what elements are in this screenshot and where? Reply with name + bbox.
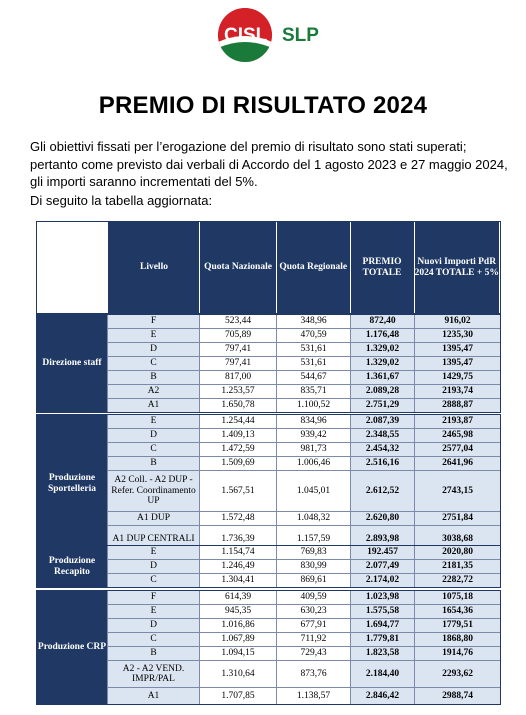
table-row bbox=[107, 511, 500, 525]
cell-livello: E bbox=[107, 329, 199, 342]
group-label: Produzione Recapito bbox=[37, 546, 107, 587]
cell-nuovi-importi: 2282,72 bbox=[414, 574, 500, 587]
table-row bbox=[107, 559, 500, 573]
cell-premio-totale: 1.329,02 bbox=[350, 343, 414, 356]
cell-nuovi-importi: 1075,18 bbox=[414, 591, 500, 604]
cell-nuovi-importi: 1868,80 bbox=[414, 633, 500, 646]
cell-livello: C bbox=[107, 443, 199, 456]
table-row bbox=[107, 370, 500, 384]
logo-slp-text: SLP bbox=[282, 25, 319, 46]
cell-livello: E bbox=[107, 415, 199, 428]
cell-quota-nazionale: 1.094,15 bbox=[199, 647, 276, 660]
cell-livello: B bbox=[107, 647, 199, 660]
cell-nuovi-importi: 2293,62 bbox=[414, 661, 500, 687]
cell-nuovi-importi: 2751,84 bbox=[414, 512, 500, 525]
cell-quota-nazionale: 1.304,41 bbox=[199, 574, 276, 587]
cell-quota-nazionale: 1.016,86 bbox=[199, 619, 276, 632]
cell-quota-regionale: 873,76 bbox=[276, 661, 350, 687]
cell-premio-totale: 1.329,02 bbox=[350, 357, 414, 370]
cell-nuovi-importi: 916,02 bbox=[414, 315, 500, 328]
header-premio-totale: PREMIO TOTALE bbox=[351, 222, 415, 313]
cell-livello: F bbox=[107, 591, 199, 604]
cell-premio-totale: 1.779,81 bbox=[350, 633, 414, 646]
cell-quota-regionale: 544,67 bbox=[276, 371, 350, 384]
cell-livello: A1 bbox=[107, 399, 199, 412]
group-label: Direzione staff bbox=[37, 315, 107, 412]
table-group bbox=[36, 414, 501, 553]
table-row bbox=[107, 428, 500, 442]
cell-nuovi-importi: 1429,75 bbox=[414, 371, 500, 384]
header-nuovi-importi: Nuovi Importi PdR 2024 TOTALE + 5% bbox=[415, 222, 501, 313]
cell-premio-totale: 1.694,77 bbox=[350, 619, 414, 632]
cell-livello: D bbox=[107, 619, 199, 632]
cell-premio-totale: 2.612,52 bbox=[350, 471, 414, 511]
cell-quota-regionale: 677,91 bbox=[276, 619, 350, 632]
cell-quota-regionale: 939,42 bbox=[276, 429, 350, 442]
cell-premio-totale: 1.575,58 bbox=[350, 605, 414, 618]
cell-premio-totale: 192.457 bbox=[350, 546, 414, 559]
group-label: Produzione CRP bbox=[37, 591, 107, 704]
cell-livello: C bbox=[107, 633, 199, 646]
cell-quota-nazionale: 1.067,89 bbox=[199, 633, 276, 646]
table-row bbox=[107, 646, 500, 660]
cell-premio-totale: 2.089,28 bbox=[350, 385, 414, 398]
cell-quota-nazionale: 1.736,39 bbox=[199, 526, 276, 552]
cell-quota-regionale: 1.006,46 bbox=[276, 457, 350, 470]
table-row bbox=[107, 356, 500, 370]
table-row bbox=[107, 660, 500, 687]
cell-premio-totale: 1.176,48 bbox=[350, 329, 414, 342]
table-row bbox=[107, 687, 500, 704]
cell-quota-regionale: 869,61 bbox=[276, 574, 350, 587]
header-livello: Livello bbox=[109, 222, 200, 313]
cell-quota-nazionale: 1.707,85 bbox=[199, 688, 276, 704]
cell-nuovi-importi: 2465,98 bbox=[414, 429, 500, 442]
cell-premio-totale: 1.361,67 bbox=[350, 371, 414, 384]
cell-quota-regionale: 1.045,01 bbox=[276, 471, 350, 511]
cell-nuovi-importi: 2641,96 bbox=[414, 457, 500, 470]
group-label: Produzione Sportelleria bbox=[37, 415, 107, 552]
cell-quota-regionale: 1.100,52 bbox=[276, 399, 350, 412]
cell-nuovi-importi: 1779,51 bbox=[414, 619, 500, 632]
table-group bbox=[36, 590, 501, 705]
cell-quota-nazionale: 1.154,74 bbox=[199, 546, 276, 559]
table-row bbox=[107, 442, 500, 456]
table-row bbox=[107, 591, 500, 604]
table-header bbox=[36, 221, 501, 314]
cell-livello: B bbox=[107, 457, 199, 470]
cell-quota-regionale: 711,92 bbox=[276, 633, 350, 646]
cell-quota-nazionale: 1.409,13 bbox=[199, 429, 276, 442]
cell-quota-regionale: 981,73 bbox=[276, 443, 350, 456]
cell-quota-regionale: 348,96 bbox=[276, 315, 350, 328]
cell-premio-totale: 2.516,16 bbox=[350, 457, 414, 470]
cell-livello: E bbox=[107, 546, 199, 559]
cell-nuovi-importi: 1235,30 bbox=[414, 329, 500, 342]
cell-livello: D bbox=[107, 343, 199, 356]
cell-premio-totale: 2.077,49 bbox=[350, 560, 414, 573]
cell-premio-totale: 872,40 bbox=[350, 315, 414, 328]
cell-quota-nazionale: 1.572,48 bbox=[199, 512, 276, 525]
cell-quota-regionale: 531,61 bbox=[276, 343, 350, 356]
cell-quota-nazionale: 1.246,49 bbox=[199, 560, 276, 573]
cell-quota-regionale: 1.138,57 bbox=[276, 688, 350, 704]
cell-quota-nazionale: 523,44 bbox=[199, 315, 276, 328]
table-row bbox=[107, 342, 500, 356]
cell-livello: A2 - A2 VEND. IMPR/PAL bbox=[107, 661, 199, 687]
table-row bbox=[107, 618, 500, 632]
cell-quota-nazionale: 1.472,59 bbox=[199, 443, 276, 456]
cell-livello: A1 DUP CENTRALI bbox=[107, 526, 199, 552]
cell-quota-nazionale: 945,35 bbox=[199, 605, 276, 618]
cell-premio-totale: 2.184,40 bbox=[350, 661, 414, 687]
table-row bbox=[107, 546, 500, 559]
cell-premio-totale: 2.087,39 bbox=[350, 415, 414, 428]
cell-quota-regionale: 470,59 bbox=[276, 329, 350, 342]
table-group bbox=[36, 545, 501, 588]
table-row bbox=[107, 632, 500, 646]
cell-quota-nazionale: 1.567,51 bbox=[199, 471, 276, 511]
cell-premio-totale: 2.893,98 bbox=[350, 526, 414, 552]
cell-premio-totale: 2.620,80 bbox=[350, 512, 414, 525]
table-row bbox=[107, 573, 500, 587]
cell-quota-regionale: 830,99 bbox=[276, 560, 350, 573]
cell-nuovi-importi: 2577,04 bbox=[414, 443, 500, 456]
cell-livello: E bbox=[107, 605, 199, 618]
cell-livello: B bbox=[107, 371, 199, 384]
cell-quota-regionale: 531,61 bbox=[276, 357, 350, 370]
cell-nuovi-importi: 2193,87 bbox=[414, 415, 500, 428]
cell-premio-totale: 2.174,02 bbox=[350, 574, 414, 587]
cell-quota-regionale: 1.048,32 bbox=[276, 512, 350, 525]
cell-nuovi-importi: 2193,74 bbox=[414, 385, 500, 398]
page-title: PREMIO DI RISULTATO 2024 bbox=[98, 92, 428, 119]
cell-quota-nazionale: 1.509,69 bbox=[199, 457, 276, 470]
table-row bbox=[107, 398, 500, 412]
table-row bbox=[107, 456, 500, 470]
cell-quota-regionale: 769,83 bbox=[276, 546, 350, 559]
cell-premio-totale: 2.751,29 bbox=[350, 399, 414, 412]
cell-quota-regionale: 409,59 bbox=[276, 591, 350, 604]
cell-quota-nazionale: 705,89 bbox=[199, 329, 276, 342]
header-quota-regionale: Quota Regionale bbox=[277, 222, 351, 313]
cell-nuovi-importi: 1395,47 bbox=[414, 357, 500, 370]
cell-quota-nazionale: 797,41 bbox=[199, 343, 276, 356]
cell-nuovi-importi: 2988,74 bbox=[414, 688, 500, 704]
cell-nuovi-importi: 1395,47 bbox=[414, 343, 500, 356]
cell-livello: C bbox=[107, 574, 199, 587]
table-row bbox=[107, 328, 500, 342]
cell-quota-regionale: 630,23 bbox=[276, 605, 350, 618]
table-row bbox=[107, 470, 500, 511]
cell-nuovi-importi: 2888,87 bbox=[414, 399, 500, 412]
header-blank-cell bbox=[37, 222, 109, 313]
table-row bbox=[107, 384, 500, 398]
cell-quota-nazionale: 1.310,64 bbox=[199, 661, 276, 687]
header-quota-nazionale: Quota Nazionale bbox=[200, 222, 277, 313]
cell-quota-nazionale: 817,00 bbox=[199, 371, 276, 384]
cell-nuovi-importi: 1914,76 bbox=[414, 647, 500, 660]
table-group bbox=[36, 314, 501, 413]
cell-nuovi-importi: 2743,15 bbox=[414, 471, 500, 511]
cell-livello: A2 bbox=[107, 385, 199, 398]
cisl-slp-logo bbox=[218, 8, 328, 62]
logo-cisl-text: CISL bbox=[224, 25, 268, 46]
cell-nuovi-importi: 1654,36 bbox=[414, 605, 500, 618]
cell-livello: A1 bbox=[107, 688, 199, 704]
cell-livello: C bbox=[107, 357, 199, 370]
table-row bbox=[107, 415, 500, 428]
cell-quota-regionale: 1.157,59 bbox=[276, 526, 350, 552]
cell-quota-regionale: 834,96 bbox=[276, 415, 350, 428]
cell-quota-regionale: 835,71 bbox=[276, 385, 350, 398]
cell-quota-nazionale: 614,39 bbox=[199, 591, 276, 604]
cell-nuovi-importi: 2020,80 bbox=[414, 546, 500, 559]
cell-premio-totale: 2.348,55 bbox=[350, 429, 414, 442]
table-row bbox=[107, 604, 500, 618]
cell-livello: A2 Coll. - A2 DUP - Refer. Coordinamento UP bbox=[107, 471, 199, 511]
cell-livello: A1 DUP bbox=[107, 512, 199, 525]
cell-quota-nazionale: 797,41 bbox=[199, 357, 276, 370]
cell-quota-nazionale: 1.254,44 bbox=[199, 415, 276, 428]
cell-premio-totale: 1.823,58 bbox=[350, 647, 414, 660]
cell-nuovi-importi: 2181,35 bbox=[414, 560, 500, 573]
cell-premio-totale: 2.846,42 bbox=[350, 688, 414, 704]
cell-quota-nazionale: 1.650,78 bbox=[199, 399, 276, 412]
cell-premio-totale: 2.454,32 bbox=[350, 443, 414, 456]
table-intro: Di seguito la tabella aggiornata: bbox=[30, 193, 213, 208]
cell-quota-regionale: 729,43 bbox=[276, 647, 350, 660]
cell-livello: D bbox=[107, 429, 199, 442]
table-row bbox=[107, 315, 500, 328]
intro-paragraph: Gli obiettivi fissati per l’erogazione del premio di risultato sono stati superati; pertanto come previsto dai verbali di Accordo del 1 agosto 2023 e 27 maggio 2024, gli importi saranno incrementati del 5%. bbox=[30, 139, 508, 189]
cell-livello: F bbox=[107, 315, 199, 328]
cell-premio-totale: 1.023,98 bbox=[350, 591, 414, 604]
cell-quota-nazionale: 1.253,57 bbox=[199, 385, 276, 398]
cell-nuovi-importi: 3038,68 bbox=[414, 526, 500, 552]
cell-livello: D bbox=[107, 560, 199, 573]
